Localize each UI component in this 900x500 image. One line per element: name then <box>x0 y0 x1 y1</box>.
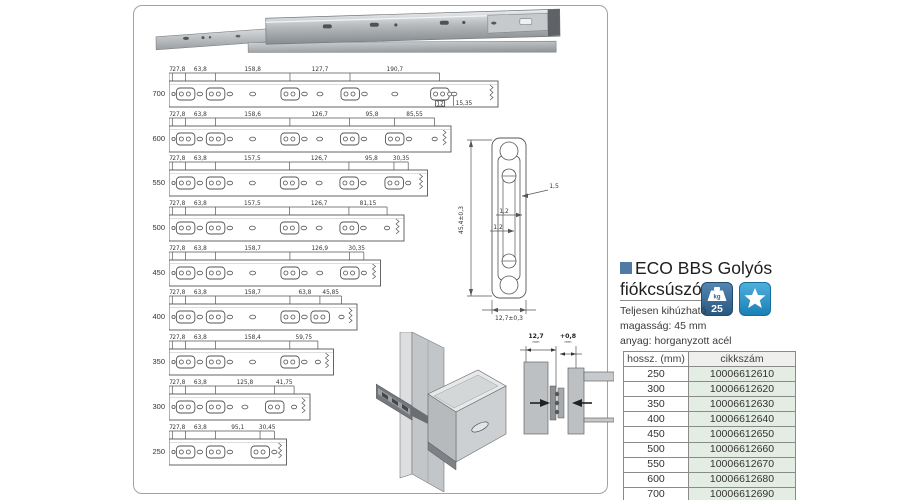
title-bullet-square <box>620 262 632 274</box>
length-label: 550 <box>152 178 165 188</box>
svg-text:27,8: 27,8 <box>172 111 186 118</box>
thickness-label-low: 1,2 <box>493 224 503 231</box>
svg-text:126,7: 126,7 <box>310 156 328 163</box>
svg-text:7: 7 <box>169 290 173 297</box>
svg-text:127,7: 127,7 <box>311 67 329 73</box>
article-number-cell: 10006612640 <box>689 412 796 427</box>
length-label: 250 <box>152 446 165 456</box>
svg-text:27,8: 27,8 <box>172 424 186 431</box>
svg-text:12: 12 <box>436 101 444 108</box>
svg-text:63,8: 63,8 <box>193 379 207 386</box>
article-number-cell: 10006612630 <box>689 397 796 412</box>
height-dimension-label: 45,4±0,3 <box>458 206 465 234</box>
svg-text:63,8: 63,8 <box>193 201 207 208</box>
svg-text:157,5: 157,5 <box>244 201 261 208</box>
svg-text:190,7: 190,7 <box>386 67 404 73</box>
length-label: 300 <box>152 401 165 411</box>
svg-text:15,35: 15,35 <box>455 101 473 107</box>
table-row <box>624 382 796 397</box>
load-capacity-value: 25 <box>711 303 723 315</box>
svg-text:27,8: 27,8 <box>172 156 186 163</box>
length-cell: 700 <box>624 487 689 500</box>
table-row <box>624 472 796 487</box>
spec-line-1: Teljesen kihúzható <box>620 305 707 317</box>
table-row <box>624 457 796 472</box>
svg-text:45,85: 45,85 <box>322 290 339 297</box>
article-number-cell: 10006612670 <box>689 457 796 472</box>
length-label: 700 <box>152 89 165 98</box>
article-number-cell: 10006612690 <box>689 487 796 500</box>
table-row <box>624 412 796 427</box>
svg-text:158,6: 158,6 <box>244 111 261 118</box>
svg-text:7: 7 <box>169 67 173 73</box>
length-cell: 500 <box>624 442 689 457</box>
mounting-dim2: +0,8 <box>559 333 577 340</box>
product-title-line2: fiókcsúszó <box>620 279 702 299</box>
svg-text:126,7: 126,7 <box>310 201 328 208</box>
svg-text:95,8: 95,8 <box>364 156 378 163</box>
article-number-cell: 10006612650 <box>689 427 796 442</box>
svg-text:63,8: 63,8 <box>193 67 207 73</box>
length-cell: 300 <box>624 382 689 397</box>
length-label: 350 <box>152 357 165 367</box>
table-row <box>624 427 796 442</box>
svg-text:27,8: 27,8 <box>172 67 186 73</box>
svg-text:126,7: 126,7 <box>311 111 328 118</box>
thickness-label-mid: 1,2 <box>499 208 509 215</box>
svg-text:30,45: 30,45 <box>258 424 276 431</box>
header-article-number: cikkszám <box>689 352 796 367</box>
svg-text:7: 7 <box>169 201 173 208</box>
cross-section-diagram <box>458 128 578 327</box>
svg-text:125,8: 125,8 <box>236 379 254 386</box>
svg-text:158,7: 158,7 <box>244 290 261 297</box>
title-underline <box>620 300 704 301</box>
article-number-cell: 10006612680 <box>689 472 796 487</box>
length-cell: 600 <box>624 472 689 487</box>
svg-text:7: 7 <box>169 335 173 342</box>
length-label: 450 <box>152 267 165 277</box>
article-number-cell: 10006612660 <box>689 442 796 457</box>
article-table-body <box>624 367 796 500</box>
svg-text:81,15: 81,15 <box>359 201 377 208</box>
drawer-installation-illustration <box>376 332 514 497</box>
svg-text:7: 7 <box>169 424 173 431</box>
svg-text:27,8: 27,8 <box>172 201 186 208</box>
table-row <box>624 487 796 500</box>
length-cell: 450 <box>624 427 689 442</box>
svg-text:63,8: 63,8 <box>193 111 207 118</box>
drawing-row-700 <box>137 64 541 109</box>
thickness-label-top: 1,5 <box>549 183 559 190</box>
svg-text:63,8: 63,8 <box>193 156 207 163</box>
header-length: hossz. (mm) <box>624 352 689 367</box>
svg-text:158,4: 158,4 <box>244 335 261 342</box>
svg-text:7: 7 <box>169 111 173 118</box>
article-table <box>623 351 796 500</box>
length-label: 400 <box>152 312 165 322</box>
svg-text:27,8: 27,8 <box>172 290 186 297</box>
svg-text:158,8: 158,8 <box>244 67 261 73</box>
svg-text:41,75: 41,75 <box>275 379 293 386</box>
svg-text:59,75: 59,75 <box>295 335 313 342</box>
svg-text:126,9: 126,9 <box>311 245 329 252</box>
table-header-row <box>624 352 796 367</box>
svg-text:85,55: 85,55 <box>406 111 423 118</box>
length-label: 600 <box>152 133 165 143</box>
svg-text:27,8: 27,8 <box>172 379 186 386</box>
slide-technical-drawing <box>169 64 541 109</box>
length-label: 500 <box>152 223 165 233</box>
svg-text:63,8: 63,8 <box>193 335 207 342</box>
length-cell: 550 <box>624 457 689 472</box>
svg-text:95,8: 95,8 <box>365 111 379 118</box>
svg-text:30,35: 30,35 <box>392 156 410 163</box>
svg-text:95,1: 95,1 <box>231 424 245 431</box>
table-row <box>624 397 796 412</box>
svg-text:7: 7 <box>169 379 173 386</box>
weight-icon <box>714 287 720 291</box>
width-dimension-label: 12,7±0,3 <box>495 315 523 322</box>
article-number-cell: 10006612610 <box>689 367 796 382</box>
svg-text:158,7: 158,7 <box>244 245 261 252</box>
mounting-dim1: 12,7 <box>528 333 544 340</box>
product-title-line1: ECO BBS Golyós <box>635 258 773 278</box>
table-row <box>624 367 796 382</box>
svg-text:7: 7 <box>169 156 173 163</box>
product-specs <box>620 304 800 349</box>
svg-text:63,8: 63,8 <box>193 290 207 297</box>
spec-line-2: magasság: 45 mm <box>620 320 707 332</box>
length-cell: 350 <box>624 397 689 412</box>
length-cell: 400 <box>624 412 689 427</box>
length-cell: 250 <box>624 367 689 382</box>
table-row <box>624 442 796 457</box>
article-number-cell: 10006612620 <box>689 382 796 397</box>
svg-text:27,8: 27,8 <box>172 245 186 252</box>
svg-text:27,8: 27,8 <box>172 335 186 342</box>
mounting-dim1-unit: mm <box>532 340 540 344</box>
svg-text:30,35: 30,35 <box>348 245 366 252</box>
svg-text:7: 7 <box>169 245 173 252</box>
svg-text:63,8: 63,8 <box>193 424 207 431</box>
mounting-dim2-unit: mm <box>564 340 572 344</box>
cabinet-panel <box>524 362 548 434</box>
svg-text:157,5: 157,5 <box>244 156 261 163</box>
svg-text:63,8: 63,8 <box>298 290 312 297</box>
spec-line-3: anyag: horganyzott acél <box>620 335 732 347</box>
mounting-diagram <box>512 330 614 447</box>
svg-text:63,8: 63,8 <box>193 245 207 252</box>
kg-label: kg <box>713 294 721 301</box>
product-photo <box>148 5 564 70</box>
